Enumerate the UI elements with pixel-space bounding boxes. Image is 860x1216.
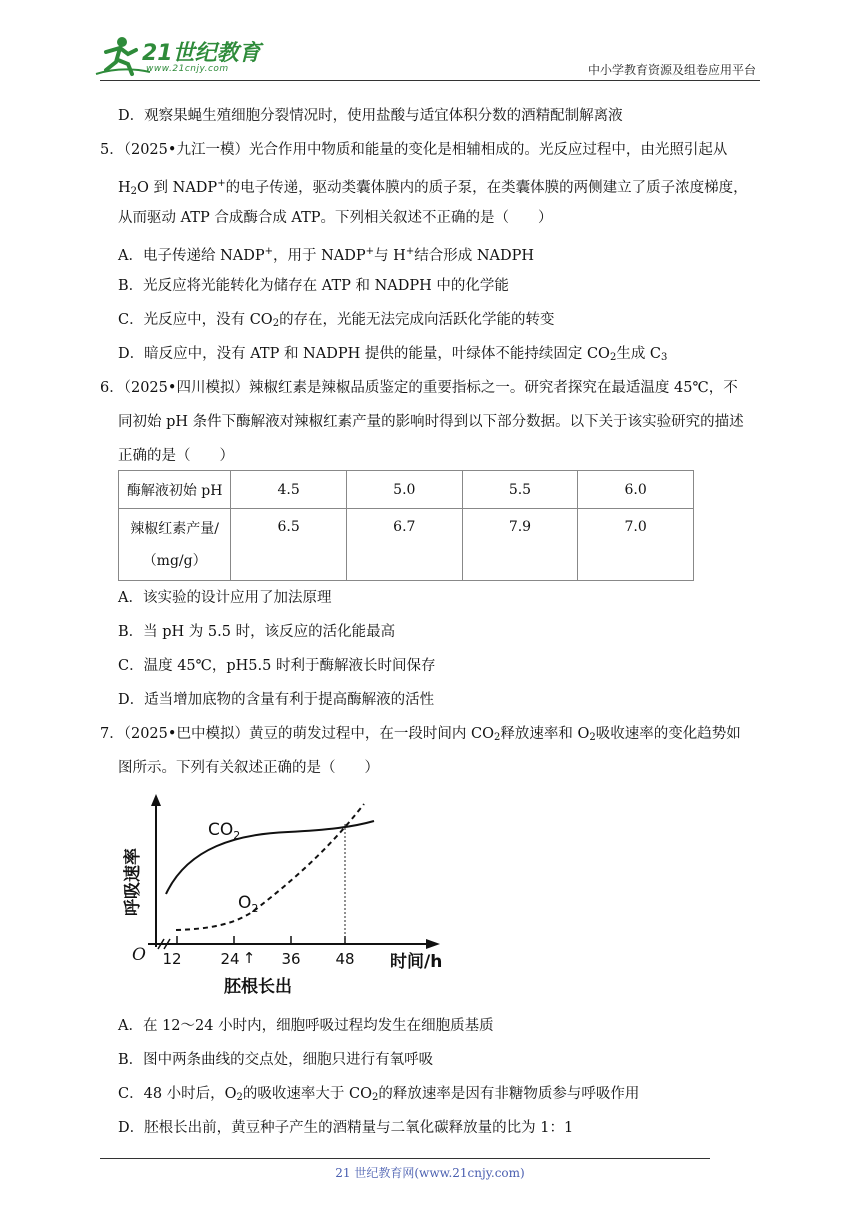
series-label-o2: $O_2$ — [238, 893, 259, 915]
q6-option-c[interactable]: C．温度 45℃，pH5.5 时利于酶解液长时间保存 — [118, 658, 436, 674]
x-tick-label: 48 — [335, 950, 355, 968]
q5-line-3: 从而驱动 ATP 合成酶合成 ATP。下列相关叙述不正确的是（ ） — [118, 210, 553, 226]
q6-option-b[interactable]: B．当 pH 为 5.5 时，该反应的活化能最高 — [118, 624, 396, 640]
y-axis-arrow — [151, 794, 161, 806]
q6-option-d[interactable]: D．适当增加底物的含量有利于提高酶解液的活性 — [118, 692, 435, 708]
q5-option-c[interactable]: C．光反应中，没有 $CO_2$的存在，光能无法完成向活跃化学能的转变 — [118, 312, 555, 329]
q7-option-c[interactable]: C．48 小时后，$O_2$的吸收速率大于 $CO_2$的释放速率是因有非糖物质参与呼吸作用 — [118, 1086, 640, 1103]
logo-url: www.21cnjy.com — [146, 64, 229, 74]
x-ticks — [177, 936, 345, 944]
q5-line-1: 5．（2025•九江一模）光合作用中物质和能量的变化是相辅相成的。光反应过程中，由光照引起从 — [100, 142, 728, 158]
q7-line-1: 7．（2025•巴中模拟）黄豆的萌发过程中，在一段时间内 $CO_2$释放速率和 $O_2$吸收速率的变化趋势如 — [100, 726, 741, 743]
x-tick-label: 12 — [162, 950, 182, 968]
table-header-yield: 辣椒红素产量/ （mg/g） — [119, 509, 231, 581]
q5-option-a[interactable]: A．电子传递给 NADP+，用于 NADP+与 H+结合形成 NADPH — [118, 246, 535, 264]
platform-name: 中小学教育资源及组卷应用平台 — [587, 63, 756, 77]
table-cell: 6.7 — [346, 509, 462, 581]
table-cell: 7.0 — [578, 509, 694, 581]
co2-curve — [166, 821, 374, 894]
q5-option-d[interactable]: D．暗反应中，没有 ATP 和 NADPH 提供的能量，叶绿体不能持续固定 $CO_2$生成 $C_3$ — [118, 346, 668, 363]
annotation-root-emergence: 胚根长出 — [224, 977, 292, 997]
q6-line-2: 同初始 pH 条件下酶解液对辣椒红素产量的影响时得到以下部分数据。以下关于该实验研究的描述 — [118, 414, 744, 430]
table-cell: 6.5 — [231, 509, 347, 581]
logo-title: 21世纪教育 — [142, 41, 261, 66]
arrow-marker: ↑ — [242, 949, 256, 967]
table-cell: 5.5 — [462, 471, 578, 509]
site-logo — [92, 30, 262, 80]
header-divider — [100, 80, 760, 81]
table-cell: 4.5 — [231, 471, 347, 509]
table-cell: 5.0 — [346, 471, 462, 509]
x-tick-label: 36 — [281, 950, 301, 968]
q6-number: 6． — [100, 380, 124, 396]
q7-option-b[interactable]: B．图中两条曲线的交点处，细胞只进行有氧呼吸 — [118, 1052, 434, 1068]
footer-text: 21 世纪教育网(www.21cnjy.com) — [335, 1166, 525, 1180]
ph-data-table — [118, 470, 694, 581]
table-header-ph: 酶解液初始 pH — [119, 471, 231, 509]
q7-option-d[interactable]: D．胚根长出前，黄豆种子产生的酒精量与二氧化碳释放量的比为 1：1 — [118, 1120, 574, 1136]
table-row — [119, 509, 694, 581]
origin-label: O — [132, 945, 146, 965]
table-cell: 6.0 — [578, 471, 694, 509]
series-label-co2: $CO_2$ — [208, 820, 241, 842]
footer-divider — [100, 1158, 710, 1159]
o2-curve — [176, 804, 364, 930]
prev-option-d: D．观察果蝇生殖细胞分裂情况时，使用盐酸与适宜体积分数的酒精配制解离液 — [118, 108, 623, 124]
x-axis-label: 时间/h — [390, 952, 443, 972]
x-axis-arrow — [426, 939, 440, 949]
q6-option-a[interactable]: A．该实验的设计应用了加法原理 — [118, 590, 332, 606]
q6-line-1: 6．（2025•四川模拟）辣椒红素是辣椒品质鉴定的重要指标之一。研究者探究在最适温度 45℃，不 — [100, 380, 738, 396]
q5-option-b[interactable]: B．光反应将光能转化为储存在 ATP 和 NADPH 中的化学能 — [118, 278, 509, 294]
q6-line-3: 正确的是（ ） — [118, 448, 234, 464]
q7-line-2: 图所示。下列有关叙述正确的是（ ） — [118, 760, 379, 776]
q7-option-a[interactable]: A．在 12～24 小时内，细胞呼吸过程均发生在细胞质基质 — [118, 1018, 494, 1034]
y-axis-label: 呼吸速率 — [123, 848, 143, 916]
q7-number: 7． — [100, 726, 124, 742]
q5-number: 5． — [100, 142, 124, 158]
table-row — [119, 471, 694, 509]
respiration-chart — [118, 792, 458, 1002]
table-cell: 7.9 — [462, 509, 578, 581]
x-tick-label: 24 — [220, 950, 240, 968]
q5-line-2: $H_2O$ 到 NADP+的电子传递，驱动类囊体膜内的质子泵，在类囊体膜的两侧建立了质子浓度梯度， — [118, 178, 748, 197]
